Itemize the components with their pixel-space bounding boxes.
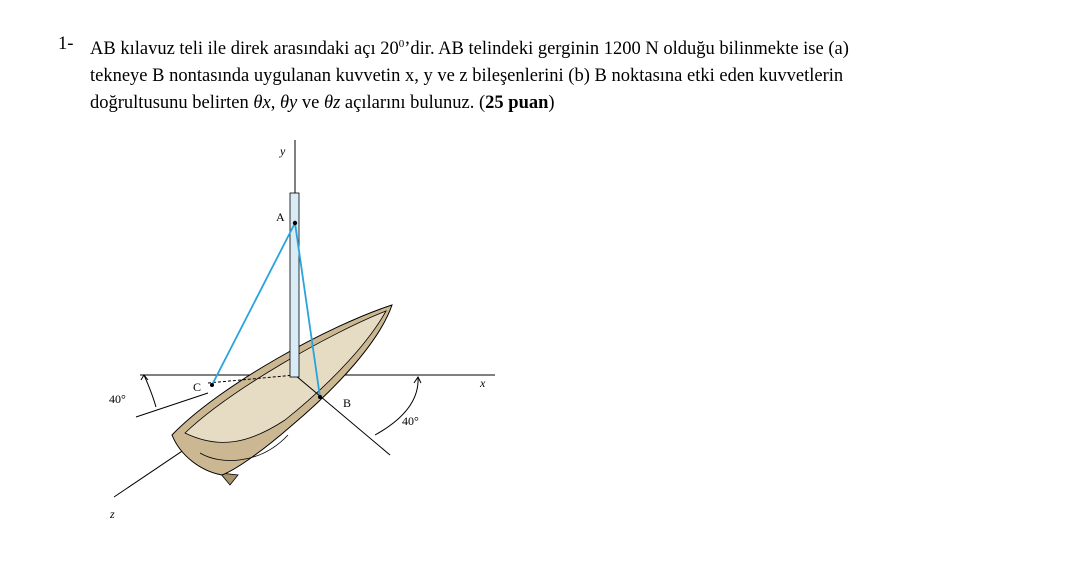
angle-right-label: 40° bbox=[402, 414, 419, 428]
b-direction-line bbox=[295, 375, 390, 455]
point-b-label: B bbox=[343, 396, 352, 410]
question-line3-b: açılarını bulunuz. ( bbox=[340, 93, 486, 114]
angle-arc-left-arrow bbox=[141, 375, 148, 380]
angle-left-label: 40° bbox=[109, 392, 126, 406]
theta-z-symbol: θz bbox=[324, 93, 341, 114]
question-number: 1- bbox=[58, 34, 74, 54]
theta-y-symbol: θy bbox=[279, 93, 298, 114]
question-line3-c: ) bbox=[548, 93, 555, 114]
separator-2: ve bbox=[297, 93, 324, 114]
boat-figure bbox=[100, 135, 520, 535]
degree-superscript: 0 bbox=[398, 38, 405, 50]
question-text bbox=[90, 31, 1058, 117]
question-line1-b: ’dir. AB telindeki gerginin 1200 N olduğu bilinmekte ise (a) bbox=[404, 39, 849, 60]
y-axis-label: y bbox=[280, 144, 286, 158]
z-axis-label: z bbox=[110, 507, 115, 521]
point-b-marker bbox=[318, 395, 322, 399]
angle-arc-right-arrow bbox=[414, 377, 421, 383]
point-a-marker bbox=[293, 221, 297, 225]
question-line2: tekneye B nontasında uygulanan kuvvetin x, y ve z bileşenlerini (b) B noktasına etki eden kuvvetlerin bbox=[90, 66, 844, 87]
question-block bbox=[58, 31, 1058, 117]
angle-arc-left bbox=[144, 375, 156, 407]
points-value: 25 puan bbox=[485, 93, 549, 114]
boat-diagram bbox=[100, 135, 520, 535]
point-c-label: C bbox=[193, 380, 202, 394]
mast bbox=[290, 193, 299, 377]
point-c-marker bbox=[210, 383, 214, 387]
point-a-label: A bbox=[276, 210, 285, 224]
theta-x-symbol: θx bbox=[253, 93, 271, 114]
question-line1-a: AB kılavuz teli ile direk arasındaki açı 20 bbox=[90, 39, 399, 60]
question-line3-a: doğrultusunu belirten bbox=[90, 93, 254, 114]
separator-1: , bbox=[270, 93, 280, 114]
x-axis-label: x bbox=[480, 376, 486, 390]
